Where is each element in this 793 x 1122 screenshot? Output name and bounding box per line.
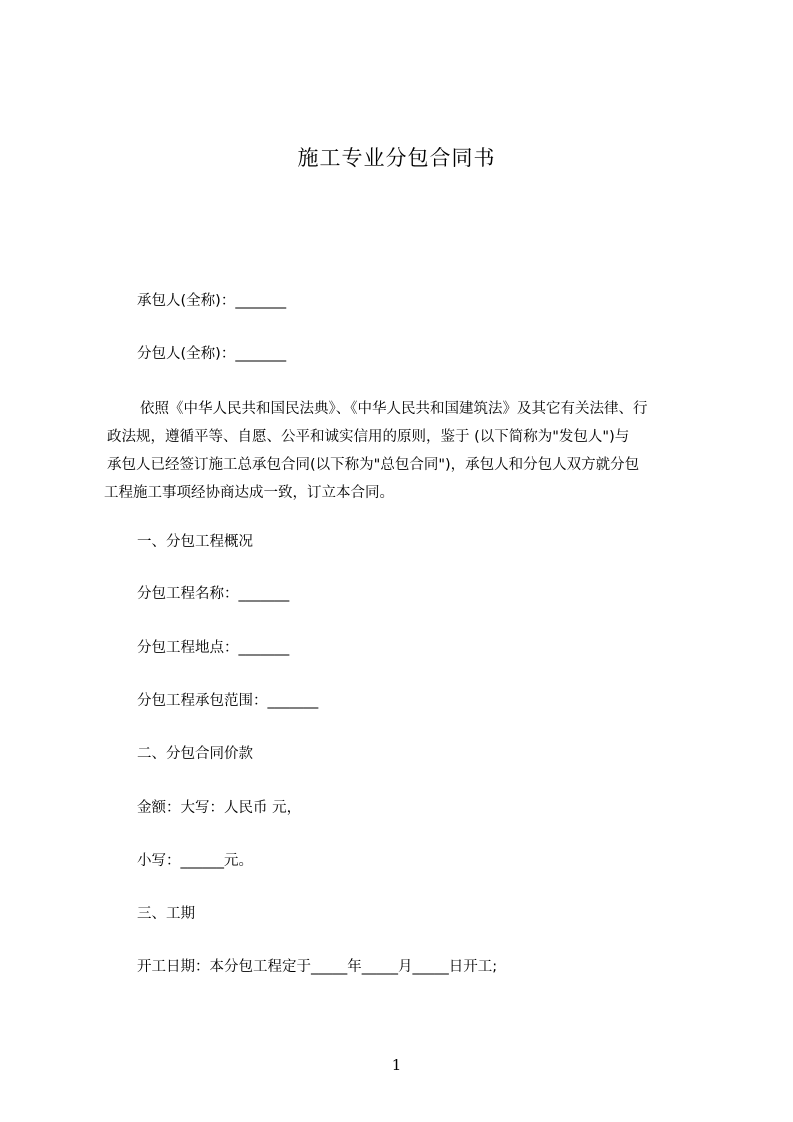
intro-line-3: 承包人已经签订施工总承包合同(以下称为"总包合同")，承包人和分包人双方就分包 (107, 457, 640, 473)
document-title: 施工专业分包合同书 (297, 146, 496, 170)
intro-line-1: 依照《中华人民共和国民法典》、《中华人民共和国建筑法》及其它有关法律、行 (140, 401, 648, 417)
project-name-line: 分包工程名称：_______ (137, 586, 290, 602)
page-number: 1 (391, 1056, 402, 1074)
contractor-name-line: 承包人(全称)：_______ (137, 293, 287, 309)
section-3-heading: 三、工期 (137, 906, 195, 922)
intro-line-2: 政法规，遵循平等、自愿、公平和诚实信用的原则，鉴于 (以下简称为"发包人")与 (107, 429, 630, 445)
intro-paragraph (104, 395, 704, 507)
amount-lower-line: 小写：______元。 (137, 853, 253, 869)
start-date-line: 开工日期：本分包工程定于_____年_____月_____日开工; (137, 959, 498, 975)
section-1-heading: 一、分包工程概况 (137, 534, 253, 550)
amount-upper-line: 金额：大写：人民币 元， (137, 800, 302, 816)
section-2-heading: 二、分包合同价款 (137, 746, 253, 762)
project-scope-line: 分包工程承包范围：_______ (137, 693, 319, 709)
project-location-line: 分包工程地点：_______ (137, 640, 290, 656)
subcontractor-name-line: 分包人(全称)：_______ (137, 346, 287, 362)
intro-line-4: 工程施工事项经协商达成一致，订立本合同。 (104, 485, 394, 501)
